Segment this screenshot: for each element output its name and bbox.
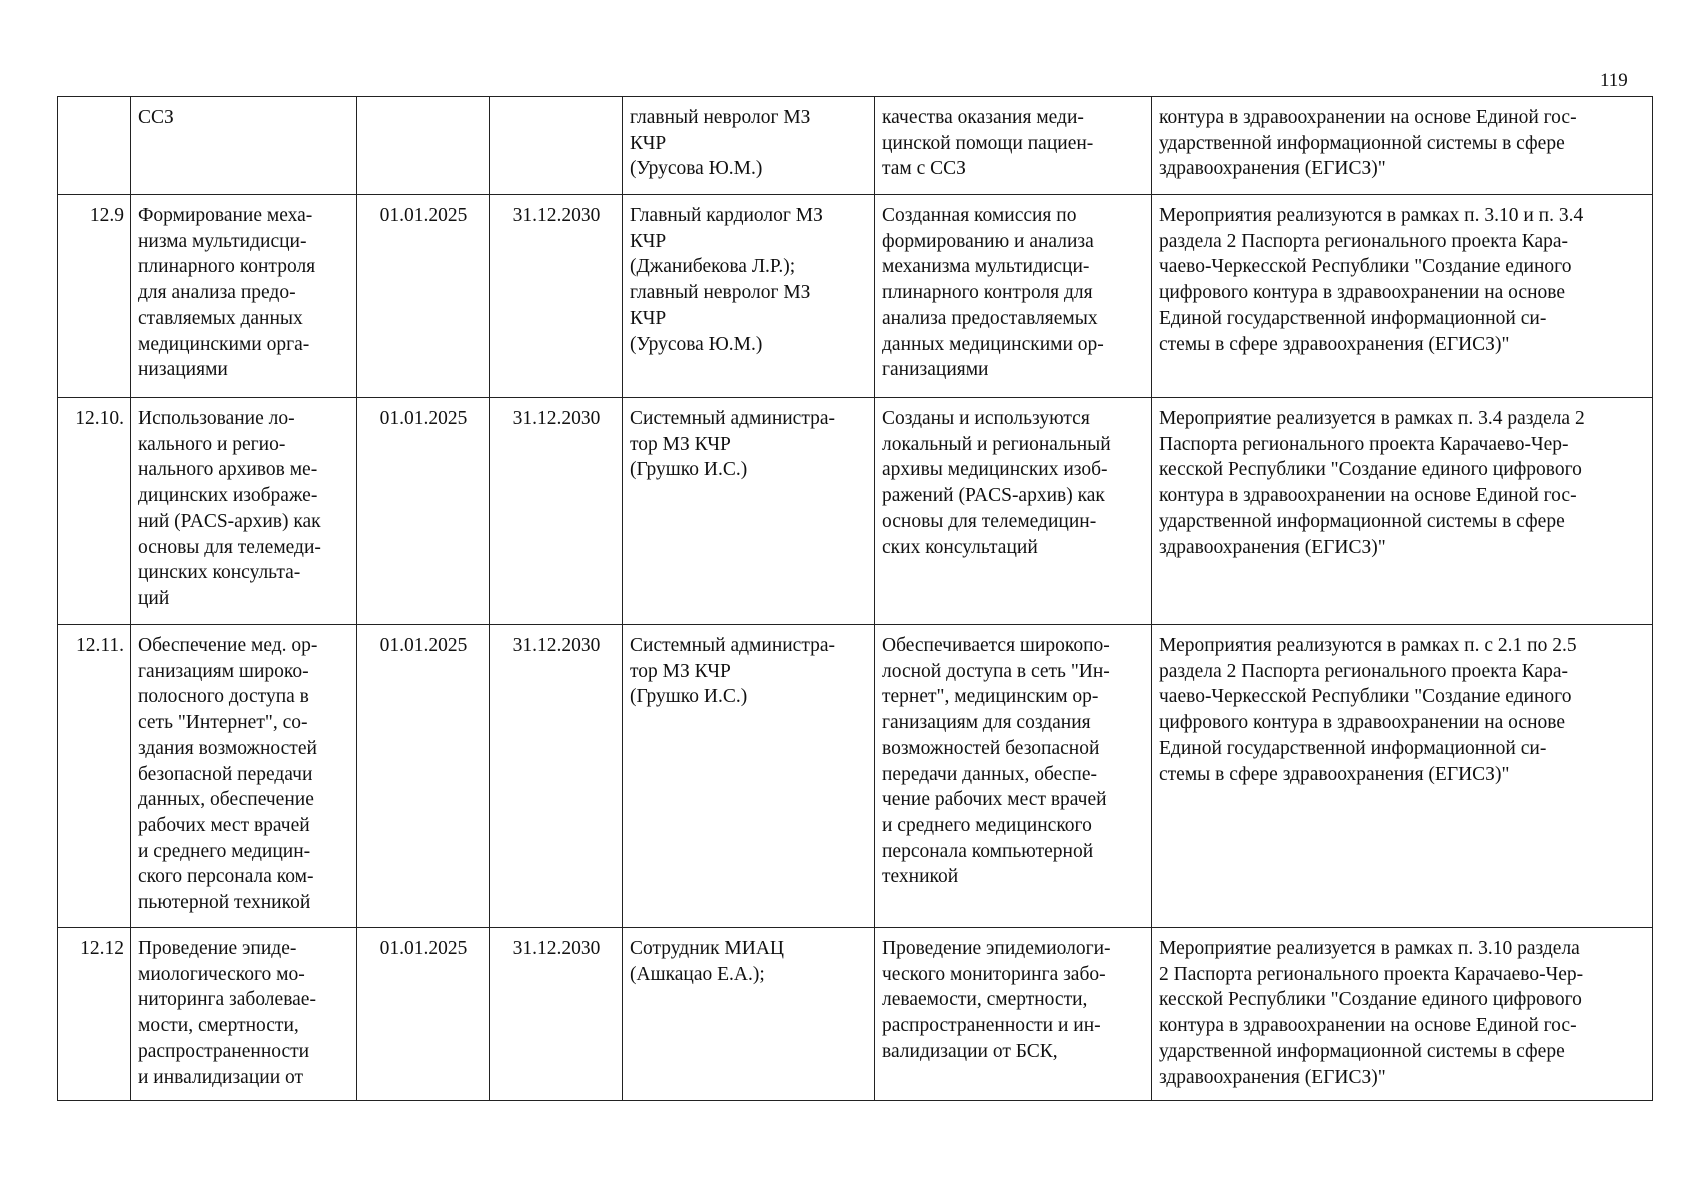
- note-cell: [1152, 398, 1653, 625]
- result: Обеспечивается широкопо- лосной доступа в сеть "Ин- тернет", медицинским ор- ганизациям для создания возможностей безопасной передачи данных, обеспе- чение рабочих мест врачей и среднего медицинского персонала компьютерной техникой: [882, 635, 1110, 888]
- result-cell: [875, 625, 1152, 928]
- result-cell: [875, 97, 1152, 195]
- start-date-cell: [357, 928, 490, 1101]
- start-date-cell: [357, 195, 490, 398]
- responsible-cell: [623, 195, 875, 398]
- end-date-cell: [490, 398, 623, 625]
- responsible: Сотрудник МИАЦ (Ашкацао Е.А.);: [630, 938, 785, 985]
- start-date-cell: [357, 97, 490, 195]
- table-row: [58, 625, 1653, 928]
- row-number-cell: [58, 625, 131, 928]
- table-row: [58, 398, 1653, 625]
- activity-name-cell: [131, 97, 357, 195]
- responsible: Системный администра- тор МЗ КЧР (Грушко И.С.): [630, 635, 835, 708]
- start-date-cell: [357, 625, 490, 928]
- result: Проведение эпидемиологи- ческого мониторинга забо- леваемости, смертности, распространенности и ин- валидизации от БСК,: [882, 938, 1111, 1062]
- row-number-cell: [58, 97, 131, 195]
- note: Мероприятия реализуются в рамках п. 3.10 и п. 3.4 раздела 2 Паспорта регионального проекта Кара- чаево-Черкесской Республики "Создание единого цифрового контура в здравоохранении на основе Единой государственной информационной си- стемы в сфере здравоохранения (ЕГИСЗ)": [1159, 205, 1584, 355]
- table-row: [58, 928, 1653, 1101]
- row-number-cell: [58, 928, 131, 1101]
- activity-name: Формирование меха- низма мультидисци- плинарного контроля для анализа предо- ставляемых данных медицинскими орга- низациями: [138, 205, 316, 381]
- end-date-cell: [490, 928, 623, 1101]
- activity-name-cell: [131, 195, 357, 398]
- start-date: 01.01.2025: [379, 938, 468, 959]
- start-date: 01.01.2025: [379, 205, 468, 226]
- activity-name: Проведение эпиде- миологического мо- ниторинга заболевае- мости, смертности, распространенности и инвалидизации от: [138, 938, 316, 1088]
- result-cell: [875, 928, 1152, 1101]
- responsible: Главный кардиолог МЗ КЧР (Джанибекова Л.Р.); главный невролог МЗ КЧР (Урусова Ю.М.): [630, 205, 823, 355]
- end-date: 31.12.2030: [512, 938, 601, 959]
- responsible: главный невролог МЗ КЧР (Урусова Ю.М.): [630, 107, 811, 180]
- start-date: 01.01.2025: [379, 635, 468, 656]
- page-number: 119: [1600, 70, 1628, 91]
- result: качества оказания меди- цинской помощи пациен- там с ССЗ: [882, 107, 1094, 180]
- row-number: 12.10.: [75, 408, 124, 429]
- note: контура в здравоохранении на основе Единой гос- ударственной информационной системы в сфере здравоохранения (ЕГИСЗ)": [1159, 107, 1577, 180]
- note: Мероприятие реализуется в рамках п. 3.4 раздела 2 Паспорта регионального проекта Карачаево-Чер- кесской Республики "Создание единого цифрового контура в здравоохранении на основе Единой гос- ударственной информационной системы в сфере здравоохранения (ЕГИСЗ)": [1159, 408, 1585, 558]
- row-number: 12.9: [89, 205, 124, 226]
- activity-name: Использование ло- кального и регио- нального архивов ме- дицинских изображе- ний (PACS-архив) как основы для телемеди- цинских консульта- ций: [138, 408, 321, 609]
- end-date: 31.12.2030: [512, 205, 601, 226]
- row-number: 12.11.: [75, 635, 124, 656]
- note-cell: [1152, 195, 1653, 398]
- end-date: 31.12.2030: [512, 408, 601, 429]
- activities-table: [57, 96, 1653, 1101]
- result: Созданы и используются локальный и региональный архивы медицинских изоб- ражений (PACS-архив) как основы для телемедицин- ских консультаций: [882, 408, 1111, 558]
- note-cell: [1152, 625, 1653, 928]
- result-cell: [875, 195, 1152, 398]
- activity-name: ССЗ: [138, 107, 174, 128]
- end-date: 31.12.2030: [512, 635, 601, 656]
- end-date-cell: [490, 195, 623, 398]
- note-cell: [1152, 928, 1653, 1101]
- end-date-cell: [490, 625, 623, 928]
- result: Созданная комиссия по формированию и анализа механизма мультидисци- плинарного контроля для анализа предоставляемых данных медицинскими ор- ганизациями: [882, 205, 1104, 381]
- activity-name-cell: [131, 398, 357, 625]
- note: Мероприятия реализуются в рамках п. с 2.1 по 2.5 раздела 2 Паспорта регионального проекта Кара- чаево-Черкесской Республики "Создание единого цифрового контура в здравоохранении на основе Единой государственной информационной си- стемы в сфере здравоохранения (ЕГИСЗ)": [1159, 635, 1577, 785]
- row-number-cell: [58, 398, 131, 625]
- activity-name-cell: [131, 928, 357, 1101]
- activity-name: Обеспечение мед. ор- ганизациям широко- полосного доступа в сеть "Интернет", со- здания возможностей безопасной передачи данных, обеспечение рабочих мест врачей и среднего медицин- ского персонала ком- пьютерной техникой: [138, 635, 318, 914]
- start-date-cell: [357, 398, 490, 625]
- note: Мероприятие реализуется в рамках п. 3.10 раздела 2 Паспорта регионального проекта Карачаево-Чер- кесской Республики "Создание единого цифрового контура в здравоохранении на основе Единой гос- ударственной информационной системы в сфере здравоохранения (ЕГИСЗ)": [1159, 938, 1584, 1088]
- responsible: Системный администра- тор МЗ КЧР (Грушко И.С.): [630, 408, 835, 481]
- responsible-cell: [623, 928, 875, 1101]
- table-row: [58, 195, 1653, 398]
- end-date-cell: [490, 97, 623, 195]
- responsible-cell: [623, 398, 875, 625]
- start-date: 01.01.2025: [379, 408, 468, 429]
- row-number: 12.12: [80, 938, 124, 959]
- responsible-cell: [623, 97, 875, 195]
- table-row: [58, 97, 1653, 195]
- responsible-cell: [623, 625, 875, 928]
- activity-name-cell: [131, 625, 357, 928]
- result-cell: [875, 398, 1152, 625]
- row-number-cell: [58, 195, 131, 398]
- note-cell: [1152, 97, 1653, 195]
